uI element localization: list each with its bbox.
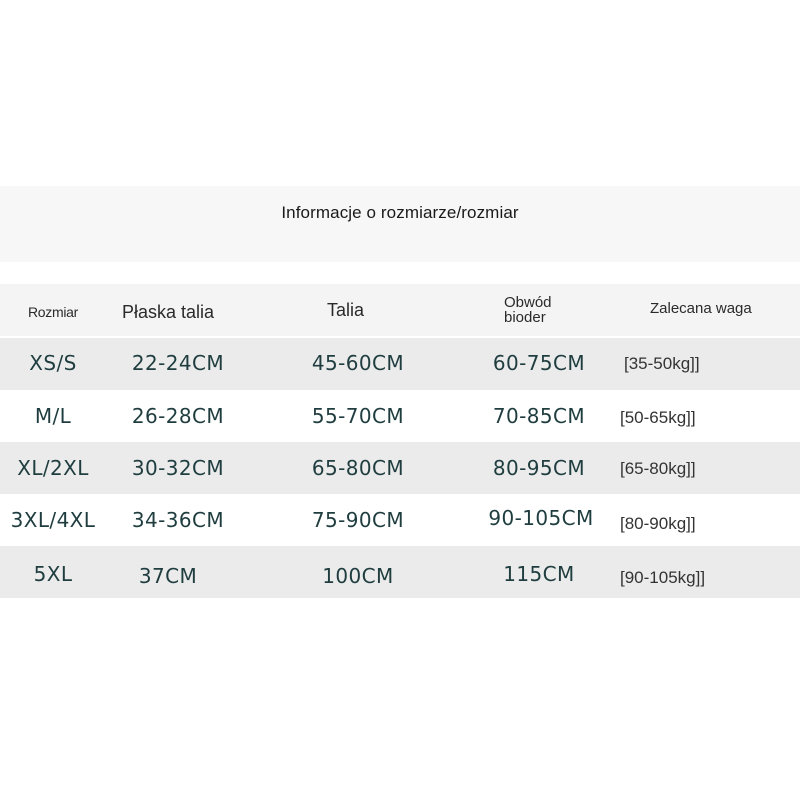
cell-size: M/L (34, 404, 72, 428)
cell-size: 5XL (33, 562, 73, 586)
cell-waist: 45-60CM (311, 351, 405, 375)
cell-waist: 100CM (322, 564, 394, 588)
header-waist: Talia (327, 300, 365, 320)
cell-size: XL/2XL (17, 456, 89, 480)
cell-flat-waist: 37CM (138, 564, 198, 588)
cell-waist: 75-90CM (311, 508, 405, 532)
cell-weight: [50-65kg]] (620, 408, 696, 427)
cell-flat-waist: 26-28CM (131, 404, 225, 428)
chart-title: Informacje o rozmiarze/rozmiar (281, 203, 519, 222)
cell-hips: 80-95CM (492, 456, 586, 480)
cell-size: XS/S (29, 351, 77, 375)
cell-hips: 70-85CM (492, 404, 586, 428)
title-band (0, 186, 800, 262)
cell-flat-waist: 30-32CM (131, 456, 225, 480)
header-weight: Zalecana waga (650, 300, 752, 317)
cell-weight: [35-50kg]] (624, 354, 700, 373)
cell-flat-waist: 22-24CM (131, 351, 225, 375)
cell-hips: 90-105CM (488, 506, 594, 530)
header-flat-waist: Płaska talia (122, 302, 215, 322)
cell-waist: 65-80CM (311, 456, 405, 480)
cell-size: 3XL/4XL (10, 508, 96, 532)
header-size: Rozmiar (28, 304, 79, 320)
cell-flat-waist: 34-36CM (131, 508, 225, 532)
header-hips (504, 295, 574, 325)
cell-weight: [65-80kg]] (620, 459, 696, 478)
header-hips-line2: bioder (504, 309, 546, 326)
cell-weight: [80-90kg]] (620, 514, 696, 533)
cell-waist: 55-70CM (311, 404, 405, 428)
cell-weight: [90-105kg]] (620, 568, 706, 587)
cell-hips: 60-75CM (492, 351, 586, 375)
cell-hips: 115CM (503, 562, 575, 586)
header-hips-line1: Obwód (504, 294, 552, 311)
